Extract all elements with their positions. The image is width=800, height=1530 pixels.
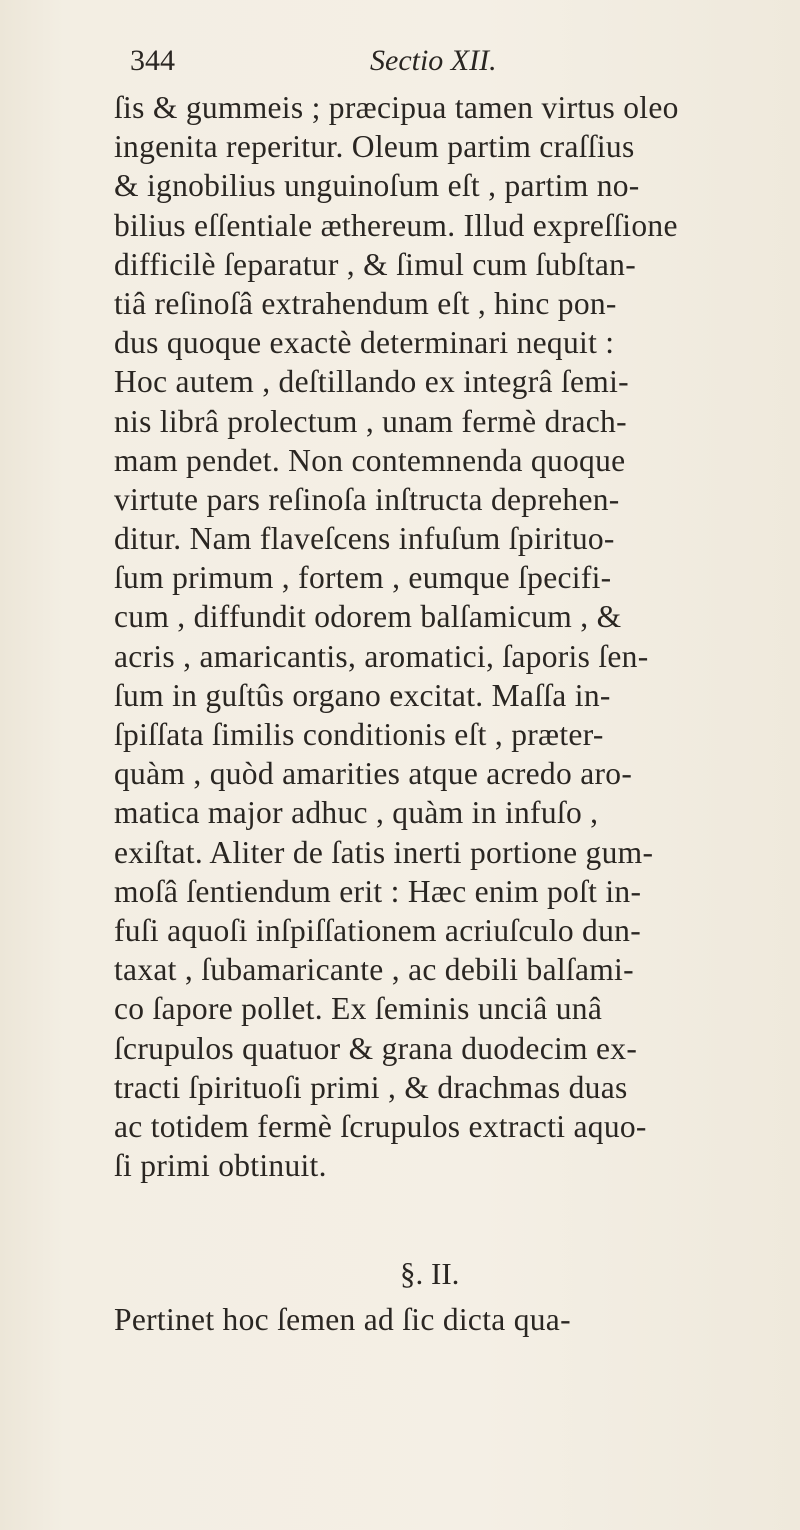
body-text [114,88,760,1185]
text-line: moſâ ſentiendum erit : Hæc enim poſt in- [114,873,642,909]
text-line: dus quoque exactè determinari nequit : [114,325,615,361]
text-line: quàm , quòd amarities atque acredo aro- [114,756,633,792]
text-line: taxat , ſubamaricante , ac debili balſami- [114,952,634,988]
text-line: ditur. Nam flaveſcens infuſum ſpirituo- [114,521,615,557]
page-header [130,44,690,88]
text-line: mam pendet. Non contemnenda quoque [114,442,626,478]
text-line: fuſi aquoſi inſpiſſationem acriuſculo dun- [114,912,641,948]
text-line: matica major adhuc , quàm in infuſo , [114,795,599,831]
page-number: 344 [130,44,175,77]
text-line: exiſtat. Aliter de ſatis inerti portione gum- [114,834,654,870]
text-line: ſum in guſtûs organo excitat. Maſſa in- [114,677,611,713]
text-line: ſi primi obtinuit. [114,1148,327,1184]
text-line: tracti ſpirituoſi primi , & drachmas duas [114,1069,628,1105]
section-heading: §. II. [400,1256,460,1291]
text-line-continuation: Pertinet hoc ſemen ad ſic dicta qua- [114,1302,571,1337]
text-line: bilius eſſentiale æthereum. Illud expreſſione [114,207,678,243]
text-line: tiâ reſinoſâ extrahendum eſt , hinc pon- [114,285,617,321]
text-line: Hoc autem , deſtillando ex integrâ ſemi- [114,364,629,400]
text-line: ſum primum , fortem , eumque ſpecifi- [114,560,612,596]
text-line: ac totidem fermè ſcrupulos extracti aquo- [114,1108,647,1144]
text-line: ingenita reperitur. Oleum partim craſſius [114,129,635,165]
text-line: ſcrupulos quatuor & grana duodecim ex- [114,1030,638,1066]
text-line: acris , amaricantis, aromatici, ſaporis ſen- [114,638,649,674]
text-line: co ſapore pollet. Ex ſeminis unciâ unâ [114,991,603,1027]
text-line: nis librâ prolectum , unam fermè drach- [114,403,627,439]
text-line: cum , diffundit odorem balſamicum , & [114,599,622,635]
running-head: Sectio XII. [370,44,497,77]
text-line: ſis & gummeis ; præcipua tamen virtus oleo [114,90,679,125]
text-line: difficilè ſeparatur , & ſimul cum ſubſtan- [114,246,636,282]
text-line: ſpiſſata ſimilis conditionis eſt , præter- [114,717,604,752]
text-line: virtute pars reſinoſa inſtructa deprehen- [114,481,620,517]
text-line: & ignobilius unguinoſum eſt , partim no- [114,168,640,204]
